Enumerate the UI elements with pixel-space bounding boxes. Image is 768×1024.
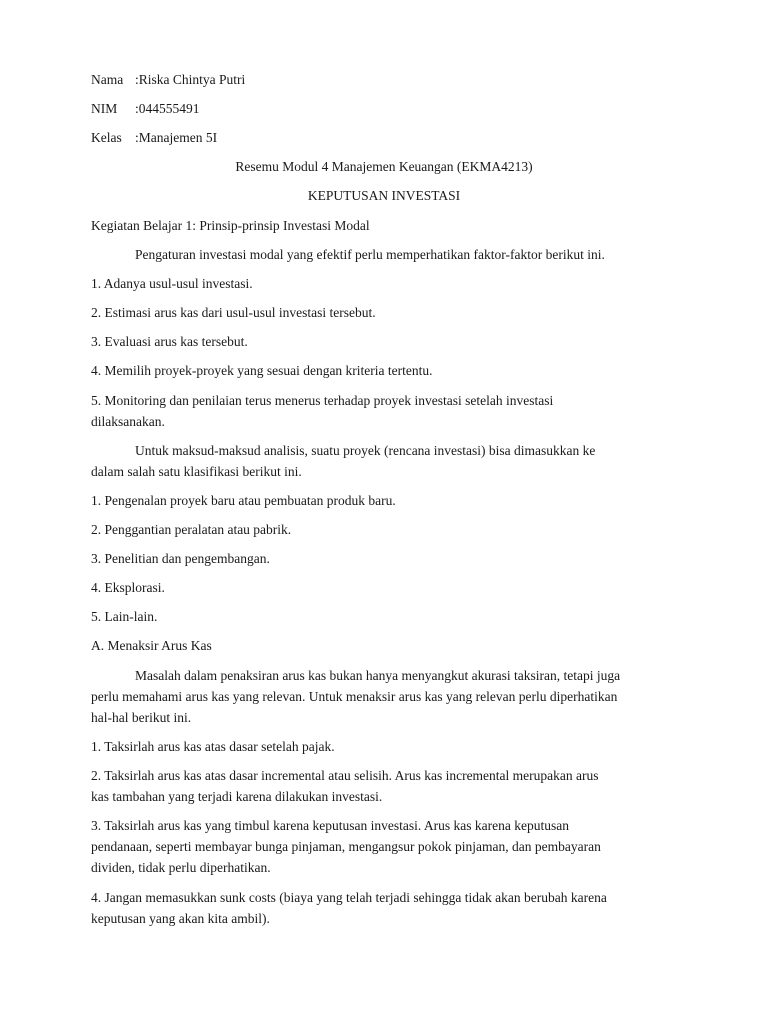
list-item-continuation: dividen, tidak perlu diperhatikan. (91, 860, 271, 875)
list-item: 3. Evaluasi arus kas tersebut. (91, 334, 248, 349)
nim-label: NIM (91, 101, 118, 116)
list-item: 5. Monitoring dan penilaian terus menerus terhadap proyek investasi setelah investasi (91, 393, 554, 408)
list-item-continuation: kas tambahan yang terjadi karena dilakukan investasi. (91, 789, 383, 804)
nama-label: Nama (91, 72, 124, 87)
list-item-continuation: pendanaan, seperti membayar bunga pinjaman, mengangsur pokok pinjaman, dan pembayaran (91, 839, 601, 854)
document-title: Resemu Modul 4 Manajemen Keuangan (EKMA4213) (235, 159, 533, 174)
nim-line (91, 101, 200, 117)
list-item: 3. Penelitian dan pengembangan. (91, 551, 270, 566)
subsection-heading: A. Menaksir Arus Kas (91, 638, 212, 653)
list-item: 4. Eksplorasi. (91, 580, 165, 595)
kelas-line (91, 130, 217, 146)
nama-value: :Riska Chintya Putri (135, 72, 246, 87)
section-heading: Kegiatan Belajar 1: Prinsip-prinsip Investasi Modal (91, 218, 370, 233)
document-subtitle: KEPUTUSAN INVESTASI (307, 188, 461, 203)
paragraph-3-line: perlu memahami arus kas yang relevan. Untuk menaksir arus kas yang relevan perlu diperhatikan (91, 689, 618, 704)
nim-value: :044555491 (135, 101, 200, 116)
nama-line (91, 72, 245, 88)
paragraph-2-line: dalam salah satu klasifikasi berikut ini. (91, 464, 302, 479)
paragraph-3-line: Masalah dalam penaksiran arus kas bukan hanya menyangkut akurasi taksiran, tetapi juga (135, 668, 621, 683)
list-item: 5. Lain-lain. (91, 609, 158, 624)
list-item: 2. Taksirlah arus kas atas dasar incremental atau selisih. Arus kas incremental merupakan arus (91, 768, 599, 783)
list-item: 2. Estimasi arus kas dari usul-usul investasi tersebut. (91, 305, 376, 320)
list-item: 1. Taksirlah arus kas atas dasar setelah pajak. (91, 739, 335, 754)
kelas-label: Kelas (91, 130, 122, 145)
list-item-continuation: keputusan yang akan kita ambil). (91, 911, 270, 926)
list-item: 2. Penggantian peralatan atau pabrik. (91, 522, 292, 537)
kelas-value: :Manajemen 5I (135, 130, 218, 145)
list-item: 1. Adanya usul-usul investasi. (91, 276, 253, 291)
list-item: 4. Memilih proyek-proyek yang sesuai dengan kriteria tertentu. (91, 363, 433, 378)
list-item: 4. Jangan memasukkan sunk costs (biaya yang telah terjadi sehingga tidak akan berubah karena (91, 890, 607, 905)
paragraph-1: Pengaturan investasi modal yang efektif perlu memperhatikan faktor-faktor berikut ini. (135, 247, 605, 262)
list-item: 1. Pengenalan proyek baru atau pembuatan produk baru. (91, 493, 396, 508)
list-item: 3. Taksirlah arus kas yang timbul karena keputusan investasi. Arus kas karena keputusan (91, 818, 569, 833)
paragraph-2-line: Untuk maksud-maksud analisis, suatu proyek (rencana investasi) bisa dimasukkan ke (135, 443, 596, 458)
paragraph-3-line: hal-hal berikut ini. (91, 710, 192, 725)
list-item-continuation: dilaksanakan. (91, 414, 165, 429)
